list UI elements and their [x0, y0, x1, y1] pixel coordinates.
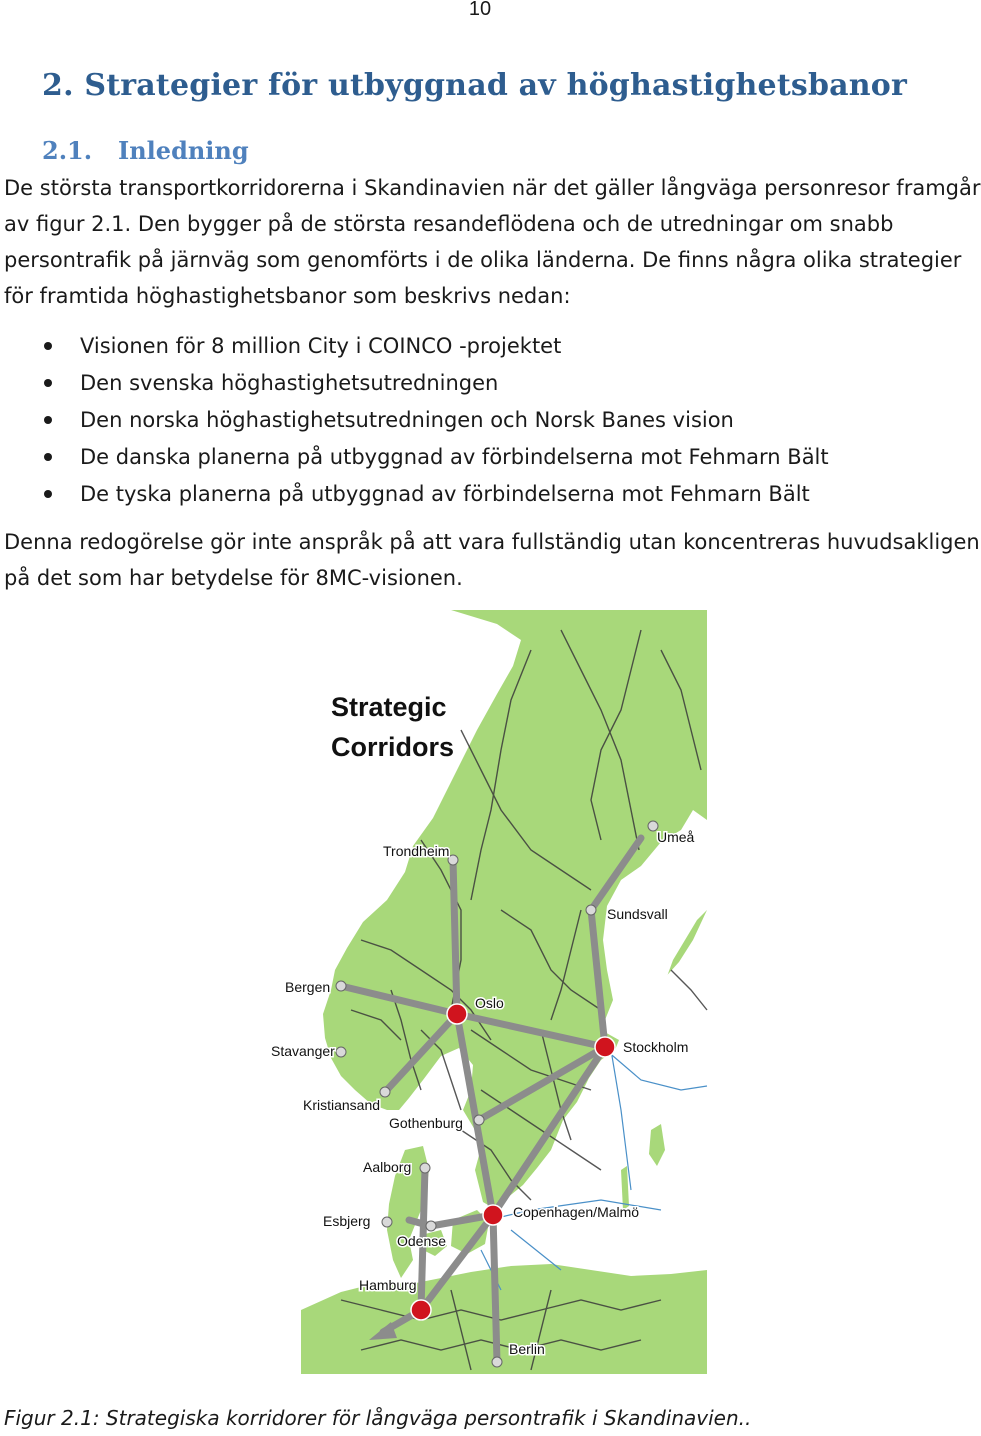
paragraph-line: på det som har betydelse för 8MC-visionen.: [4, 566, 463, 590]
node-bergen: [336, 981, 346, 991]
label-sundsvall: Sundsvall: [607, 906, 668, 922]
paragraph-line: persontrafik på järnväg som genomförts i de olika länderna. De finns några olika strategier: [4, 248, 962, 272]
label-gothenburg: Gothenburg: [389, 1115, 463, 1131]
node-esbjerg: [382, 1217, 392, 1227]
strategic-corridors-map: [271, 610, 707, 1374]
hub-copenhagen: [483, 1205, 503, 1225]
label-esbjerg: Esbjerg: [323, 1213, 371, 1229]
paragraph-line: för framtida höghastighetsbanor som beskrivs nedan:: [4, 284, 571, 308]
label-odense: Odense: [397, 1233, 447, 1249]
subsection-title: Inledning: [118, 136, 249, 165]
list-item: De danska planerna på utbyggnad av förbindelserna mot Fehmarn Bält: [0, 439, 960, 476]
node-aalborg: [420, 1163, 430, 1173]
label-hamburg: Hamburg: [359, 1277, 417, 1293]
paragraph-line: Denna redogörelse gör inte anspråk på att vara fullständig utan koncentreras huvudsakligen: [4, 530, 980, 554]
intro-paragraph: [4, 170, 981, 314]
node-kristiansand: [380, 1087, 390, 1097]
subsection-heading: [42, 136, 249, 165]
list-item: Den svenska höghastighetsutredningen: [0, 365, 960, 402]
hub-oslo: [447, 1004, 467, 1024]
label-stockholm: Stockholm: [623, 1039, 689, 1055]
label-umea: Umeå: [657, 829, 695, 845]
list-item: De tyska planerna på utbyggnad av förbindelserna mot Fehmarn Bält: [0, 476, 960, 513]
list-item: Visionen för 8 million City i COINCO -projektet: [0, 328, 960, 365]
hub-hamburg: [411, 1300, 431, 1320]
node-gothenburg: [474, 1115, 484, 1125]
page-number: 10: [468, 0, 492, 20]
label-aalborg: Aalborg: [363, 1159, 412, 1175]
label-trondheim: Trondheim: [383, 843, 450, 859]
label-kristiansand: Kristiansand: [303, 1097, 381, 1113]
node-trondheim: [448, 855, 458, 865]
figure-caption: Figur 2.1: Strategiska korridorer för långväga persontrafik i Skandinavien..: [4, 1406, 752, 1430]
label-bergen: Bergen: [285, 979, 331, 995]
node-berlin: [492, 1357, 502, 1367]
label-berlin: Berlin: [509, 1341, 545, 1357]
hub-stockholm: [595, 1037, 615, 1057]
node-stavanger: [336, 1047, 346, 1057]
label-stavanger: Stavanger: [271, 1043, 335, 1059]
map-title-line2: Corridors: [331, 732, 455, 762]
label-copenhagen-malmo: Copenhagen/Malmö: [513, 1204, 640, 1220]
node-odense: [426, 1221, 436, 1231]
list-item: Den norska höghastighetsutredningen och Norsk Banes vision: [0, 402, 960, 439]
subsection-number: 2.1.: [42, 136, 93, 165]
paragraph-line: De största transportkorridorerna i Skandinavien när det gäller långväga personresor framgår: [4, 176, 981, 200]
strategy-list: [0, 328, 960, 513]
label-oslo: Oslo: [475, 995, 504, 1011]
section-heading: 2. Strategier för utbyggnad av höghastighetsbanor: [42, 68, 908, 103]
scope-paragraph: [4, 524, 980, 596]
node-sundsvall: [586, 905, 596, 915]
paragraph-line: av figur 2.1. Den bygger på de största resandeflödena och de utredningar om snabb: [4, 212, 894, 236]
map-title-line1: Strategic: [331, 692, 447, 722]
